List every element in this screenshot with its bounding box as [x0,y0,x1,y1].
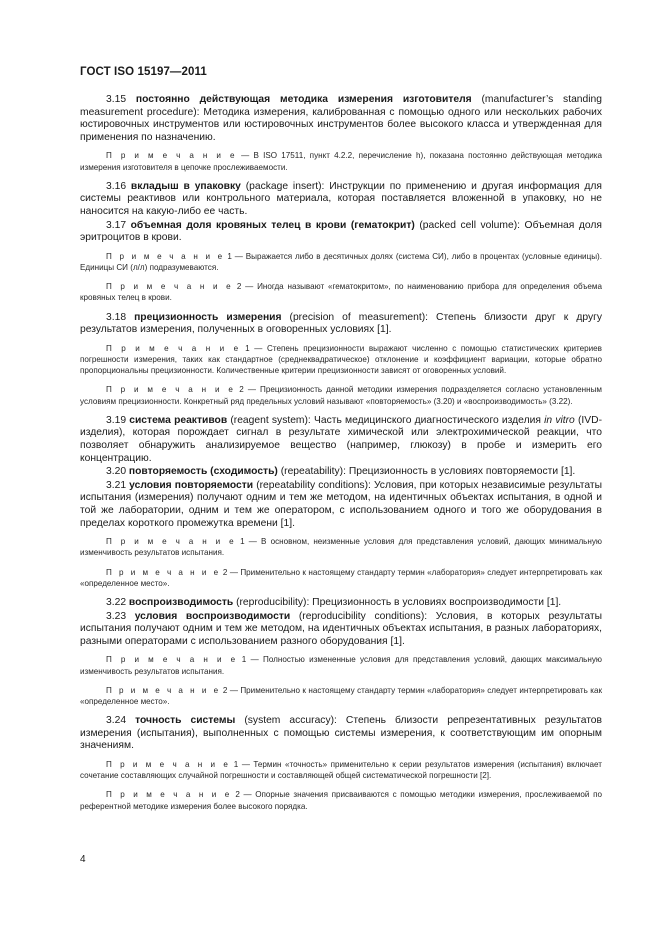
note-label: П р и м е ч а н и е [106,251,225,261]
term-body: (repeatability conditions): Условия, при которых независимые результаты испытания (измерения) получают одним и тем же методом, на идентичных объектах испытания, в одной и той же лаборатории, одним и тем же оператором, с использованием одного и того же оборудования в пределах короткого промежутка времени [1]. [80,479,602,529]
term-number: 3.17 [106,219,127,231]
term-number: 3.23 [106,610,127,622]
term-number: 3.22 [106,596,127,608]
term-title: условия повторяемости [129,479,254,491]
note [80,759,602,781]
standard-header: ГОСТ ISO 15197—2011 [80,66,207,78]
note [80,685,602,707]
term-number: 3.24 [106,715,127,727]
note-label: П р и м е ч а н и е [106,759,231,769]
term-body: (packed cell volume): Объемная доля эритроцитов в крови. [80,219,602,244]
term-body: (repeatability): Прецизионность в условиях повторяемости [1]. [277,466,576,478]
term-title: точность системы [135,715,236,727]
term-definition-3-23 [80,611,602,649]
term-definition-3-16 [80,181,602,219]
note-label: П р и м е ч а н и е [106,567,221,577]
note-text: 1 — Выражается либо в десятичных долях (система СИ), либо в процентах (условные единицы). Единицы СИ (л/л) подразумеваются. [80,251,602,272]
term-title: повторяемость (сходимость) [128,466,278,478]
note [80,343,602,377]
term-body: (precision of measurement): Степень близости друг к другу результатов измерения, полученных в оговоренных условиях [1]. [80,311,602,336]
term-title: постоянно действующая методика измерения изготовителя [135,94,472,105]
note-text: 2 — Опорные значения присваиваются с помощью методики измерения, прослеживаемой по референтной методике измерения более высокого порядка. [80,790,602,811]
note [80,654,602,676]
term-title: условия воспроизводимости [134,610,291,622]
term-definition-3-17 [80,220,602,245]
note [80,251,602,273]
term-number: 3.20 [106,466,127,478]
note-text: 1 — Термин «точность» применительно к серии результатов измерения (испытания) включает сочетание составляющих случайной погрешности и составляющей общей систематической погрешности [2]. [80,759,602,781]
note [80,150,602,172]
note-text: 2 — Прецизионность данной методики измерения подразделяется согласно установленным условиям прецизионности. Конкретный ряд предельных условий называют «повторяемость» (3.20) и «воспроизводимость» (3.22). [80,385,602,406]
document-body [80,94,602,820]
term-definition-3-24 [80,715,602,753]
note-label: П р и м е ч а н и е [106,385,236,395]
note [80,536,602,558]
term-body: (reproducibility conditions): Условия, в которых результаты испытания получают одним и тем же методом, на идентичных объектах испытания, в разных лабораториях, разными операторами с использованием разного оборудования [1]. [80,610,602,647]
term-definition-3-22 [80,597,602,610]
term-number: 3.18 [106,311,127,323]
note [80,384,602,406]
term-definition-3-21 [80,480,602,530]
term-title: прецизионность измерения [134,311,282,323]
note [80,789,602,811]
term-title: воспроизводимость [128,596,234,608]
term-title: система реактивов [129,414,228,426]
note-text: 2 — Применительно к настоящему стандарту термин «лаборатория» следует интерпретировать как «определенное место». [80,685,602,706]
term-number: 3.19 [106,414,127,426]
note-label: П р и м е ч а н и е [106,282,234,292]
note-label: П р и м е ч а н и е [106,685,221,695]
term-body: (system accuracy): Степень близости репрезентативных результатов измерения (испытания), выполненных с помощью системы измерения, к соответствующим им опорным значениям. [80,715,602,752]
term-definition-3-20 [80,466,602,479]
note-text: — В ISO 17511, пункт 4.2.2, перечисление h), показана постоянно действующая методика измерения изготовителя в цепочке прослеживаемости. [80,151,602,172]
term-definition-3-15 [80,94,602,144]
note-text: 1 — Степень прецизионности выражают численно с помощью статистических критериев погрешности измерения, таких как стандартное (среднеквадратическое) отклонение и коэффициент вариации, которые обратно пропорциональны прецизионности. Количественные критерии прецизионности зависят от оговоренных условий. [80,343,602,376]
note-label: П р и м е ч а н и е [106,343,241,353]
term-number: 3.16 [106,180,127,192]
term-body: (reproducibility): Прецизионность в условиях воспроизводимости [1]. [233,596,562,608]
note-label: П р и м е ч а н и е [106,151,237,161]
term-number: 3.15 [106,94,127,105]
term-body: (manufacturer’s standing measurement procedure): Методика измерения, калиброванная с помощью одного или нескольких рабочих юстировочных инструментов или юстировочных инструментов более высокого класса и утвержденная для применения по назначению. [80,94,602,143]
page-number: 4 [80,854,86,865]
term-title: объемная доля кровяных телец в крови (гематокрит) [130,219,415,231]
note-label: П р и м е ч а н и е [106,790,232,800]
term-definition-3-19 [80,415,602,465]
note-label: П р и м е ч а н и е [106,537,237,547]
note-text: 2 — Применительно к настоящему стандарту термин «лаборатория» следует интерпретировать как «определенное место». [80,567,602,588]
term-body: (reagent system): Часть медицинского диагностического изделия in vitro (IVD-изделия), которая порождает сигнал в результате химической или электрохимической реакции, что позволяет обнаружить анализируемое вещество (например, глюкозу) в пробе и измерить его концентрацию. [80,414,602,464]
note [80,567,602,589]
term-number: 3.21 [106,479,127,491]
note [80,281,602,303]
term-body: (package insert): Инструкции по применению и другая информация для системы реактивов или контрольного материала, которая поставляется вложенной в упаковку, но не наносится на какую-либо ее часть. [80,180,602,217]
term-definition-3-18 [80,312,602,337]
note-text: 1 — В основном, неизменные условия для представления условий, дающих минимальную изменчивость результатов испытания. [80,537,602,558]
note-label: П р и м е ч а н и е [106,655,238,665]
note-text: 1 — Полностью измененные условия для представления условий, дающих максимальную изменчивость результатов испытания. [80,655,602,676]
note-text: 2 — Иногда называют «гематокритом», по наименованию прибора для определения объема кровяных телец в крови. [80,282,602,303]
term-title: вкладыш в упаковку [130,180,241,192]
